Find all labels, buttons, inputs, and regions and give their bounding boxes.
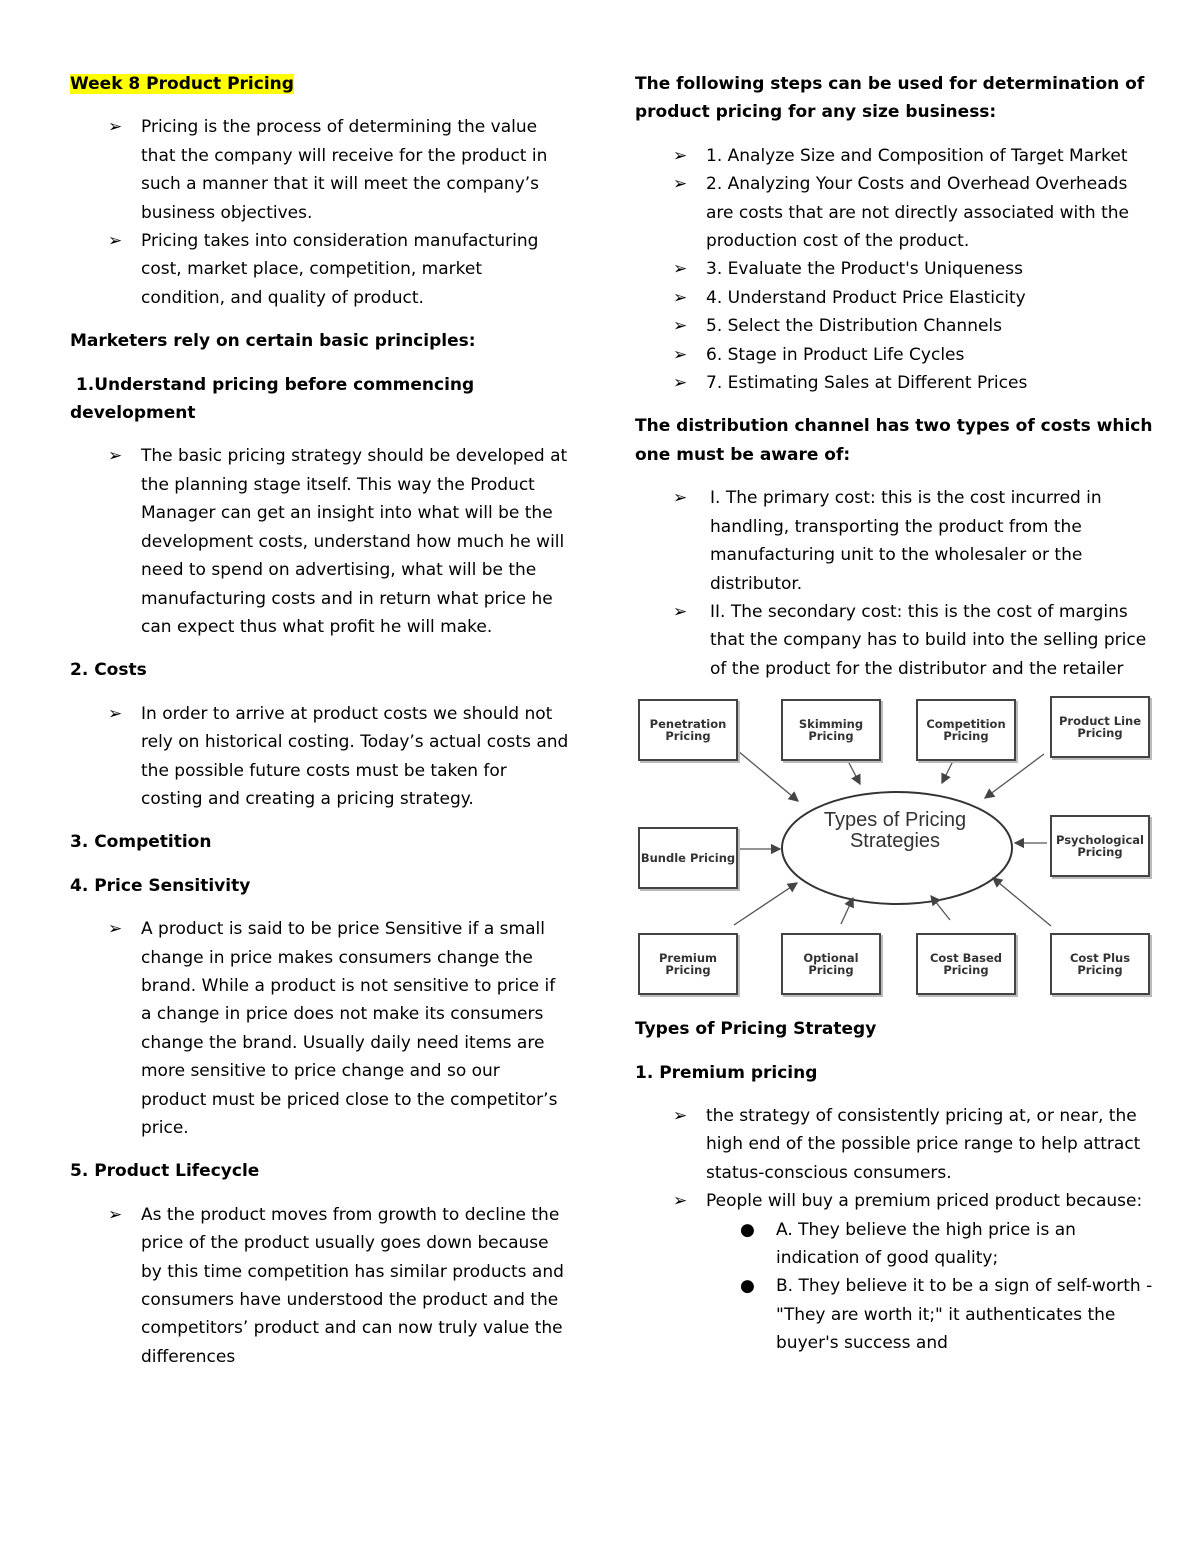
steps-list xyxy=(635,142,1155,398)
arrowhead-bullet-icon: ➢ xyxy=(673,259,688,280)
principles-heading: Marketers rely on certain basic principles: xyxy=(70,331,476,352)
arrow-cost-plus xyxy=(993,878,1051,926)
diagram-center-label: Types of Pricing Strategies xyxy=(823,809,967,853)
box-bundle-pricing: Bundle Pricing xyxy=(638,827,738,889)
arrowhead-bullet-icon: ➢ xyxy=(108,231,123,252)
arrow-optional xyxy=(841,898,853,924)
principle-5-heading: 5. Product Lifecycle xyxy=(70,1161,260,1182)
list-item: ➢ II. The secondary cost: this is the cost of margins that the company has to build into the selling price of the product for the distributor and the retailer xyxy=(710,598,1155,683)
arrowhead-bullet-icon: ➢ xyxy=(673,344,688,365)
arrow-competition xyxy=(942,761,953,783)
principle-5-list xyxy=(70,1201,570,1371)
list-item: ● B. They believe it to be a sign of self-worth - "They are worth it;" it authenticates the buyer's success and xyxy=(776,1272,1155,1357)
principle-2-list xyxy=(70,700,570,814)
list-item: ➢ Pricing takes into consideration manufacturing cost, market place, competition, market condition, and quality of product. xyxy=(141,227,570,312)
list-item: ● A. They believe the high price is an indication of good quality; xyxy=(776,1216,1155,1273)
box-cost-plus-pricing: Cost Plus Pricing xyxy=(1050,933,1150,995)
box-psychological-pricing: Psychological Pricing xyxy=(1050,815,1150,877)
premium-sub-list xyxy=(706,1216,1155,1358)
arrowhead-bullet-icon: ➢ xyxy=(673,287,688,308)
principle-3-heading: 3. Competition xyxy=(70,832,212,853)
box-competition-pricing: Competition Pricing xyxy=(916,699,1016,761)
principle-4-list xyxy=(70,915,570,1142)
principle-1-list xyxy=(70,442,570,641)
right-column xyxy=(635,70,1155,1373)
arrowhead-bullet-icon: ➢ xyxy=(673,145,688,166)
box-penetration-pricing: Penetration Pricing xyxy=(638,699,738,761)
list-item: ➢ Pricing is the process of determining the value that the company will receive for the product in such a manner that it will meet the company’s business objectives. xyxy=(141,113,570,227)
principle-2-heading: 2. Costs xyxy=(70,660,147,681)
arrowhead-bullet-icon: ➢ xyxy=(108,117,123,138)
arrowhead-bullet-icon: ➢ xyxy=(673,488,688,509)
list-item: ➢ 7. Estimating Sales at Different Prices xyxy=(706,369,1155,397)
arrow-premium xyxy=(734,883,797,925)
list-item: ➢ I. The primary cost: this is the cost incurred in handling, transporting the product from the manufacturing unit to the wholesaler or the distributor. xyxy=(710,484,1155,598)
distribution-list xyxy=(635,484,1155,683)
list-item: ➢ People will buy a premium priced product because: ● A. They believe the high price is an indication of good quality; ● B. They believe it to be a sign of self-worth - "They are worth it;" it authenticates the buyer's success and xyxy=(706,1187,1155,1357)
arrowhead-bullet-icon: ➢ xyxy=(108,703,123,724)
arrow-skimming xyxy=(848,761,860,784)
list-item: ➢ 3. Evaluate the Product's Uniqueness xyxy=(706,255,1155,283)
premium-list xyxy=(635,1102,1155,1358)
list-item: ➢ 1. Analyze Size and Composition of Target Market xyxy=(706,142,1155,170)
box-product-line-pricing: Product Line Pricing xyxy=(1050,696,1150,758)
list-item: ➢ In order to arrive at product costs we should not rely on historical costing. Today’s actual costs and the possible future costs must be taken for costing and creating a pricing strategy. xyxy=(141,700,570,814)
box-cost-based-pricing: Cost Based Pricing xyxy=(916,933,1016,995)
dot-bullet-icon: ● xyxy=(740,1219,755,1240)
arrowhead-bullet-icon: ➢ xyxy=(673,1105,688,1126)
list-item: ➢ The basic pricing strategy should be developed at the planning stage itself. This way the Product Manager can get an insight into what will be the development costs, understand how much he will need to spend on advertising, what will be the manufacturing costs and in return what price he can expect thus what profit he will make. xyxy=(141,442,570,641)
list-item: ➢ 5. Select the Distribution Channels xyxy=(706,312,1155,340)
box-premium-pricing: Premium Pricing xyxy=(638,933,738,995)
left-column xyxy=(70,70,570,1386)
arrowhead-bullet-icon: ➢ xyxy=(673,1191,688,1212)
pricing-strategies-diagram xyxy=(635,688,1153,993)
list-item: ➢ 6. Stage in Product Life Cycles xyxy=(706,341,1155,369)
arrowhead-bullet-icon: ➢ xyxy=(108,919,123,940)
arrowhead-bullet-icon: ➢ xyxy=(673,373,688,394)
list-item: ➢ A product is said to be price Sensitive if a small change in price makes consumers change the brand. While a product is not sensitive to price if a change in price does not make its consumers change the brand. Usually daily need items are more sensitive to price change and so our product must be priced close to the competitor’s price. xyxy=(141,915,570,1142)
box-optional-pricing: Optional Pricing xyxy=(781,933,881,995)
list-item: ➢ the strategy of consistently pricing at, or near, the high end of the possible price range to help attract status-conscious consumers. xyxy=(706,1102,1155,1187)
arrowhead-bullet-icon: ➢ xyxy=(673,601,688,622)
dot-bullet-icon: ● xyxy=(740,1276,755,1297)
list-item: ➢ 2. Analyzing Your Costs and Overhead Overheads are costs that are not directly associated with the production cost of the product. xyxy=(706,170,1155,255)
arrowhead-bullet-icon: ➢ xyxy=(673,174,688,195)
arrowhead-bullet-icon: ➢ xyxy=(108,1204,123,1225)
box-skimming-pricing: Skimming Pricing xyxy=(781,699,881,761)
distribution-heading: The distribution channel has two types of costs which one must be aware of: xyxy=(635,416,1153,465)
types-heading: Types of Pricing Strategy xyxy=(635,1019,877,1040)
principle-4-heading: 4. Price Sensitivity xyxy=(70,875,251,896)
steps-heading: The following steps can be used for determination of product pricing for any size business: xyxy=(635,74,1145,123)
principle-1-heading: 1.Understand pricing before commencing development xyxy=(70,374,481,424)
premium-heading: 1. Premium pricing xyxy=(635,1062,818,1083)
page-title: Week 8 Product Pricing xyxy=(70,74,294,94)
arrowhead-bullet-icon: ➢ xyxy=(108,446,123,467)
list-item: ➢ 4. Understand Product Price Elasticity xyxy=(706,284,1155,312)
intro-list xyxy=(70,113,570,312)
arrowhead-bullet-icon: ➢ xyxy=(673,316,688,337)
list-item: ➢ As the product moves from growth to decline the price of the product usually goes down because by this time competition has similar products and consumers have understood the product and the competitors’ product and can now truly value the differences xyxy=(141,1201,570,1371)
